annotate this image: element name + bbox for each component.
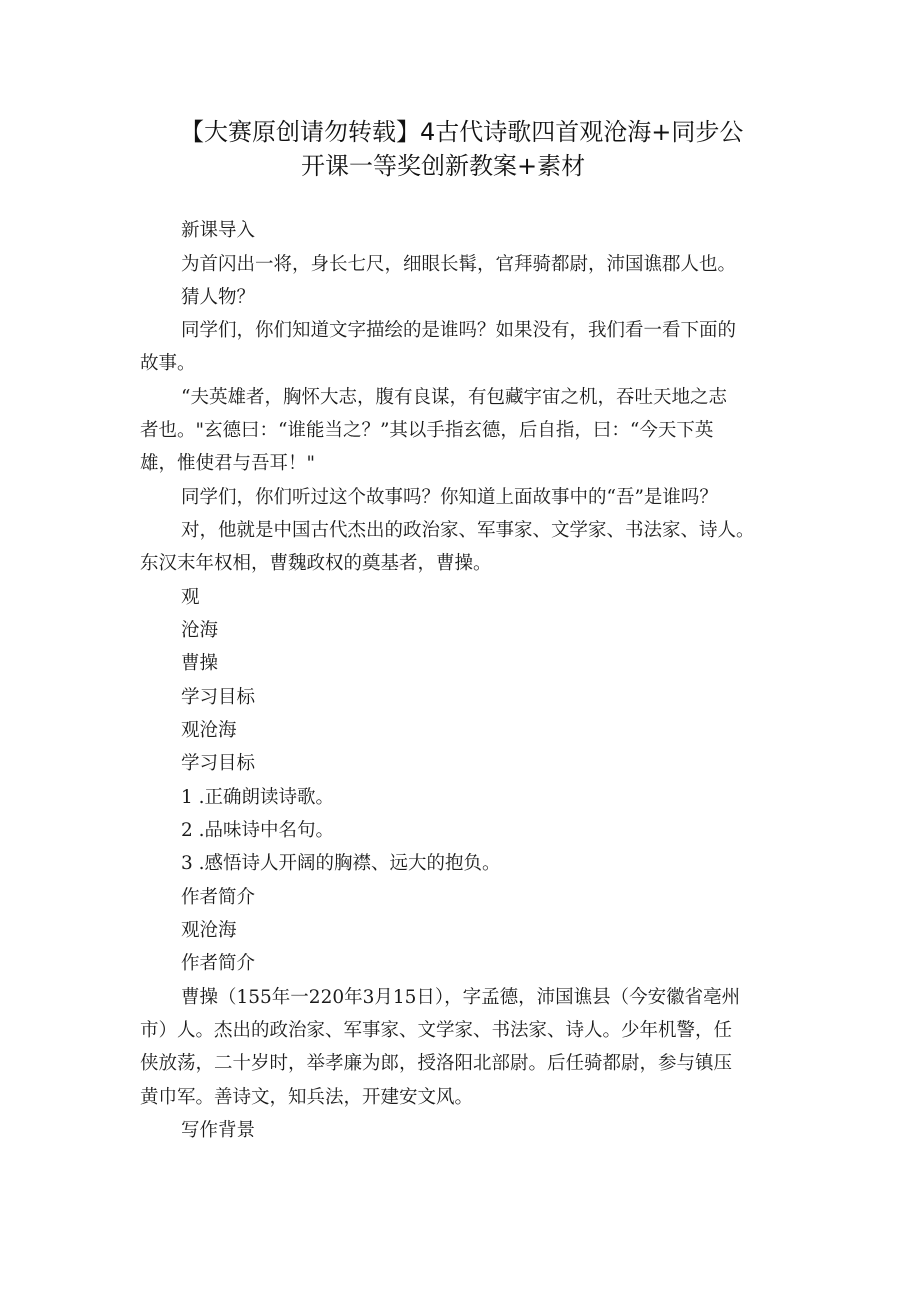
paragraph-line: 黄巾军。善诗文，知兵法，开建安文风。: [140, 1087, 474, 1108]
paragraph-line: 者也。"玄德曰：“谁能当之？”其以手指玄德，后自指，曰：“今天下英: [140, 420, 714, 441]
paragraph-line: 同学们，你们听过这个故事吗？你知道上面故事中的“吾”是谁吗？: [181, 487, 718, 508]
paragraph-line: 为首闪出一将，身长七尺，细眼长髯，官拜骑都尉，沛国谯郡人也。: [181, 254, 737, 275]
document-title-line-1: 【大赛原创请勿转载】4古代诗歌四首观沧海+同步公: [180, 118, 744, 146]
section-heading-author: 作者简介: [181, 953, 256, 974]
section-heading-goals: 学习目标: [181, 753, 256, 774]
section-heading-background: 写作背景: [181, 1120, 256, 1141]
heading-line: 观: [181, 587, 200, 608]
paragraph-line: 曹操（155年一220年3月15日），字孟德，沛国谯县（今安徽省亳州: [181, 987, 741, 1008]
paragraph-line: 故事。: [140, 353, 196, 374]
section-heading-goals: 学习目标: [181, 687, 256, 708]
section-heading-author: 作者简介: [181, 887, 256, 908]
heading-line: 沧海: [181, 620, 219, 641]
paragraph-line: 对，他就是中国古代杰出的政治家、军事家、文学家、书法家、诗人。: [181, 520, 755, 541]
heading-line: 观沧海: [181, 920, 237, 941]
paragraph-line: 东汉末年权相，曹魏政权的奠基者，曹操。: [140, 553, 492, 574]
paragraph-line: 侠放荡，二十岁时，举孝廉为郎，授洛阳北部尉。后任骑都尉，参与镇压: [140, 1053, 733, 1074]
section-heading-new-lesson: 新课导入: [181, 220, 256, 241]
paragraph-line: 雄，惟使君与吾耳！": [140, 453, 316, 474]
document-title-line-2: 开课一等奖创新教案+素材: [301, 152, 586, 180]
goal-item: 1 .正确朗读诗歌。: [181, 787, 335, 808]
heading-line: 观沧海: [181, 720, 237, 741]
goal-item: 3 .感悟诗人开阔的胸襟、远大的抱负。: [181, 853, 501, 874]
paragraph-line: 猜人物？: [181, 287, 256, 308]
heading-line: 曹操: [181, 653, 219, 674]
paragraph-line: 市）人。杰出的政治家、军事家、文学家、书法家、诗人。少年机警，任: [140, 1020, 733, 1041]
paragraph-line: 同学们，你们知道文字描绘的是谁吗？如果没有，我们看一看下面的: [181, 320, 737, 341]
paragraph-line: “夫英雄者，胸怀大志，腹有良谋，有包藏宇宙之机，吞吐天地之志: [181, 387, 727, 408]
goal-item: 2 .品味诗中名句。: [181, 820, 335, 841]
